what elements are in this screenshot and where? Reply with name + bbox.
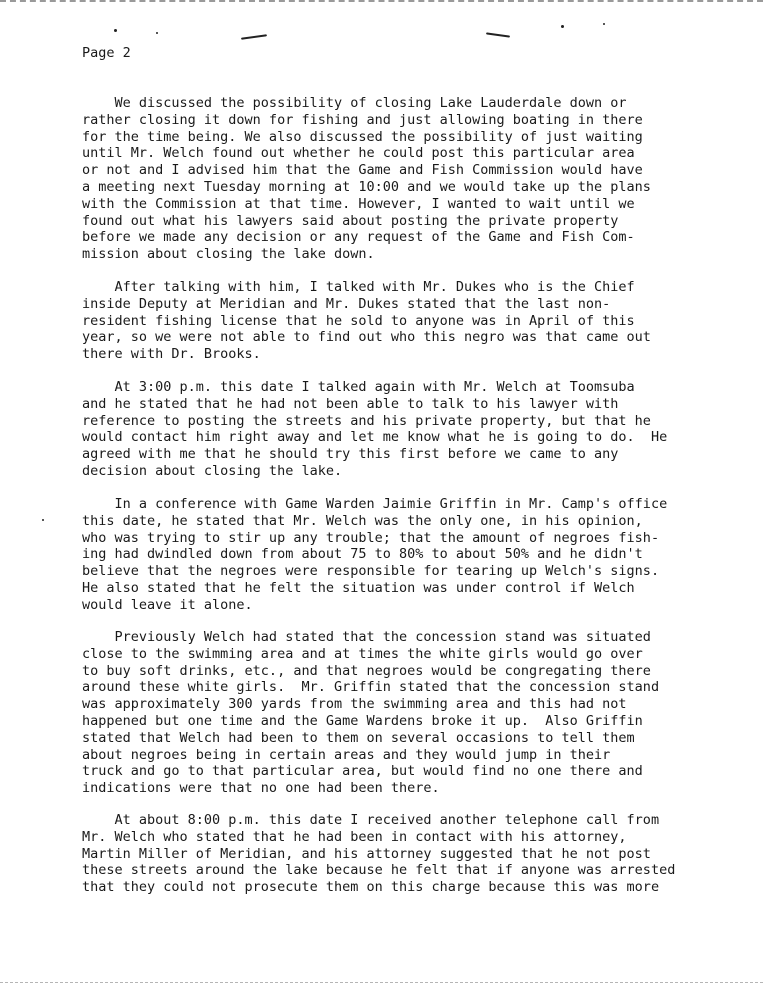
text-line: truck and go to that particular area, but would find no one there and xyxy=(82,763,643,780)
text-line: year, so we were not able to find out who this negro was that came out xyxy=(82,329,651,346)
paragraph-evening-call xyxy=(82,812,675,896)
text-line: reference to posting the streets and his private property, but that he xyxy=(82,412,651,429)
paragraph-concession-stand xyxy=(82,629,659,797)
text-line: At 3:00 p.m. this date I talked again with Mr. Welch at Toomsuba xyxy=(82,379,635,395)
text-line: rather closing it down for fishing and just allowing boating in there xyxy=(82,111,643,128)
text-line: In a conference with Game Warden Jaimie Griffin in Mr. Camp's office xyxy=(82,496,668,512)
text-line: ing had dwindled down from about 75 to 80% to about 50% and he didn't xyxy=(82,546,643,563)
text-line: close to the swimming area and at times the white girls would go over xyxy=(82,645,643,662)
text-line: about negroes being in certain areas and they would jump in their xyxy=(82,746,611,763)
text-line: there with Dr. Brooks. xyxy=(82,346,261,363)
text-line: Martin Miller of Meridian, and his attorney suggested that he not post xyxy=(82,845,651,862)
text-line: agreed with me that he should try this first before we came to any xyxy=(82,446,619,463)
text-line: indications were that no one had been there. xyxy=(82,780,440,797)
bottom-scan-border xyxy=(0,982,763,987)
scan-speck xyxy=(603,23,605,25)
paragraph-toomsuba-call xyxy=(82,379,667,480)
scan-speck xyxy=(42,519,44,521)
text-line: found out what his lawyers said about posting the private property xyxy=(82,212,619,229)
text-line: a meeting next Tuesday morning at 10:00 and we would take up the plans xyxy=(82,178,651,195)
text-line: until Mr. Welch found out whether he could post this particular area xyxy=(82,145,635,162)
text-line: After talking with him, I talked with Mr. Dukes who is the Chief xyxy=(82,279,635,295)
text-line: At about 8:00 p.m. this date I received another telephone call from xyxy=(82,812,660,828)
scan-mark xyxy=(486,32,510,37)
text-line: resident fishing license that he sold to anyone was in April of this xyxy=(82,312,635,329)
page-number: Page 2 xyxy=(82,45,131,61)
scan-speck xyxy=(114,29,117,32)
paragraph-closing-lake xyxy=(82,95,651,263)
text-line: or not and I advised him that the Game and Fish Commission would have xyxy=(82,162,643,179)
text-line: believe that the negroes were responsible for tearing up Welch's signs. xyxy=(82,563,660,580)
scan-speck xyxy=(156,32,158,34)
text-line: around these white girls. Mr. Griffin stated that the concession stand xyxy=(82,679,660,696)
scan-speck xyxy=(561,25,564,28)
text-line: would contact him right away and let me know what he is going to do. He xyxy=(82,429,668,446)
text-line: that they could not prosecute them on this charge because this was more xyxy=(82,879,660,896)
text-line: who was trying to stir up any trouble; that the amount of negroes fish- xyxy=(82,529,660,546)
text-line: We discussed the possibility of closing Lake Lauderdale down or xyxy=(82,95,627,111)
text-line: was approximately 300 yards from the swimming area and this had not xyxy=(82,696,627,713)
text-line: with the Commission at that time. However, I wanted to wait until we xyxy=(82,195,635,212)
text-line: for the time being. We also discussed the possibility of just waiting xyxy=(82,128,643,145)
top-scan-border xyxy=(0,0,763,6)
text-line: He also stated that he felt the situation was under control if Welch xyxy=(82,579,635,596)
text-line: these streets around the lake because he felt that if anyone was arrested xyxy=(82,862,676,879)
paragraph-fishing-license xyxy=(82,279,651,363)
text-line: inside Deputy at Meridian and Mr. Dukes stated that the last non- xyxy=(82,295,611,312)
text-line: would leave it alone. xyxy=(82,596,253,613)
text-line: Previously Welch had stated that the concession stand was situated xyxy=(82,629,651,645)
text-line: mission about closing the lake down. xyxy=(82,246,375,263)
text-line: happened but one time and the Game Wardens broke it up. Also Griffin xyxy=(82,712,643,729)
text-line: Mr. Welch who stated that he had been in contact with his attorney, xyxy=(82,828,627,845)
text-line: decision about closing the lake. xyxy=(82,462,343,479)
text-line: before we made any decision or any request of the Game and Fish Com- xyxy=(82,229,635,246)
text-line: this date, he stated that Mr. Welch was the only one, in his opinion, xyxy=(82,512,643,529)
paragraph-warden-conference xyxy=(82,496,667,614)
text-line: stated that Welch had been to them on several occasions to tell them xyxy=(82,729,635,746)
scan-mark xyxy=(241,34,267,40)
text-line: to buy soft drinks, etc., and that negroes would be congregating there xyxy=(82,662,651,679)
text-line: and he stated that he had not been able to talk to his lawyer with xyxy=(82,395,619,412)
